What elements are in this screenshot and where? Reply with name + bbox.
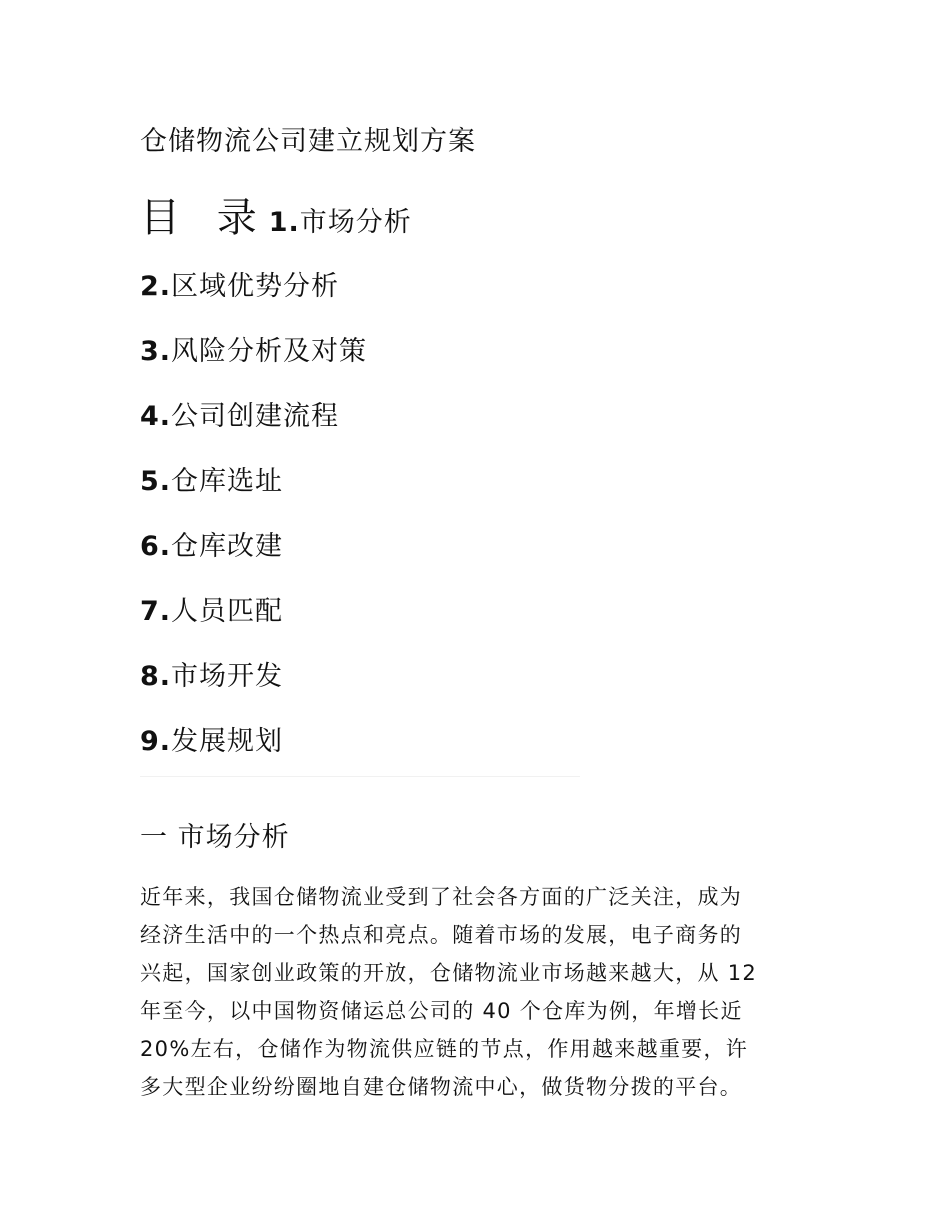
paragraph-line: 近年来，我国仓储物流业受到了社会各方面的广泛关注，成为 [140,885,743,909]
toc-row-1 [140,196,412,240]
toc-item-label: 市场分析 [299,207,412,238]
paragraph-line: 多大型企业纷纷圈地自建仓储物流中心，做货物分拨的平台。 [140,1075,743,1099]
toc-row-6 [140,525,283,569]
toc-row-9 [140,720,283,764]
paragraph-line: 20%左右，仓储作为物流供应链的节点，作用越来越重要，许 [140,1037,749,1061]
toc-heading: 目 录 [140,195,269,241]
section-heading: 一 市场分析 [140,822,290,853]
toc-row-3 [140,330,367,374]
toc-item-number: 2. [140,271,172,302]
toc-item-number: 7. [140,596,172,627]
toc-row-5 [140,460,283,504]
toc-row-8 [140,655,283,699]
paragraph-line: 兴起，国家创业政策的开放，仓储物流业市场越来越大，从 12 [140,961,758,985]
toc-item-label: 仓库选址 [171,466,284,497]
toc-item-number: 8. [140,661,172,692]
toc-item-label: 市场开发 [171,661,284,692]
toc-row-7 [140,590,283,634]
toc-item-label: 风险分析及对策 [171,336,368,367]
toc-row-4 [140,395,339,439]
toc-item-label: 人员匹配 [171,596,284,627]
paragraph-line: 年至今，以中国物资储运总公司的 40 个仓库为例，年增长近 [140,999,743,1023]
toc-item-number: 1. [268,207,300,238]
toc-item-label: 区域优势分析 [171,271,340,302]
divider [140,776,580,777]
toc-item-label: 仓库改建 [171,531,284,562]
toc-item-number: 6. [140,531,172,562]
toc-item-number: 9. [140,726,172,757]
toc-row-2 [140,265,339,309]
toc-item-label: 发展规划 [171,726,284,757]
section-paragraph [140,878,810,1106]
document-title: 仓储物流公司建立规划方案 [140,126,476,157]
toc-item-number: 5. [140,466,172,497]
toc-item-number: 3. [140,336,172,367]
paragraph-line: 经济生活中的一个热点和亮点。随着市场的发展，电子商务的 [140,923,743,947]
toc-item-number: 4. [140,401,172,432]
toc-item-label: 公司创建流程 [171,401,340,432]
